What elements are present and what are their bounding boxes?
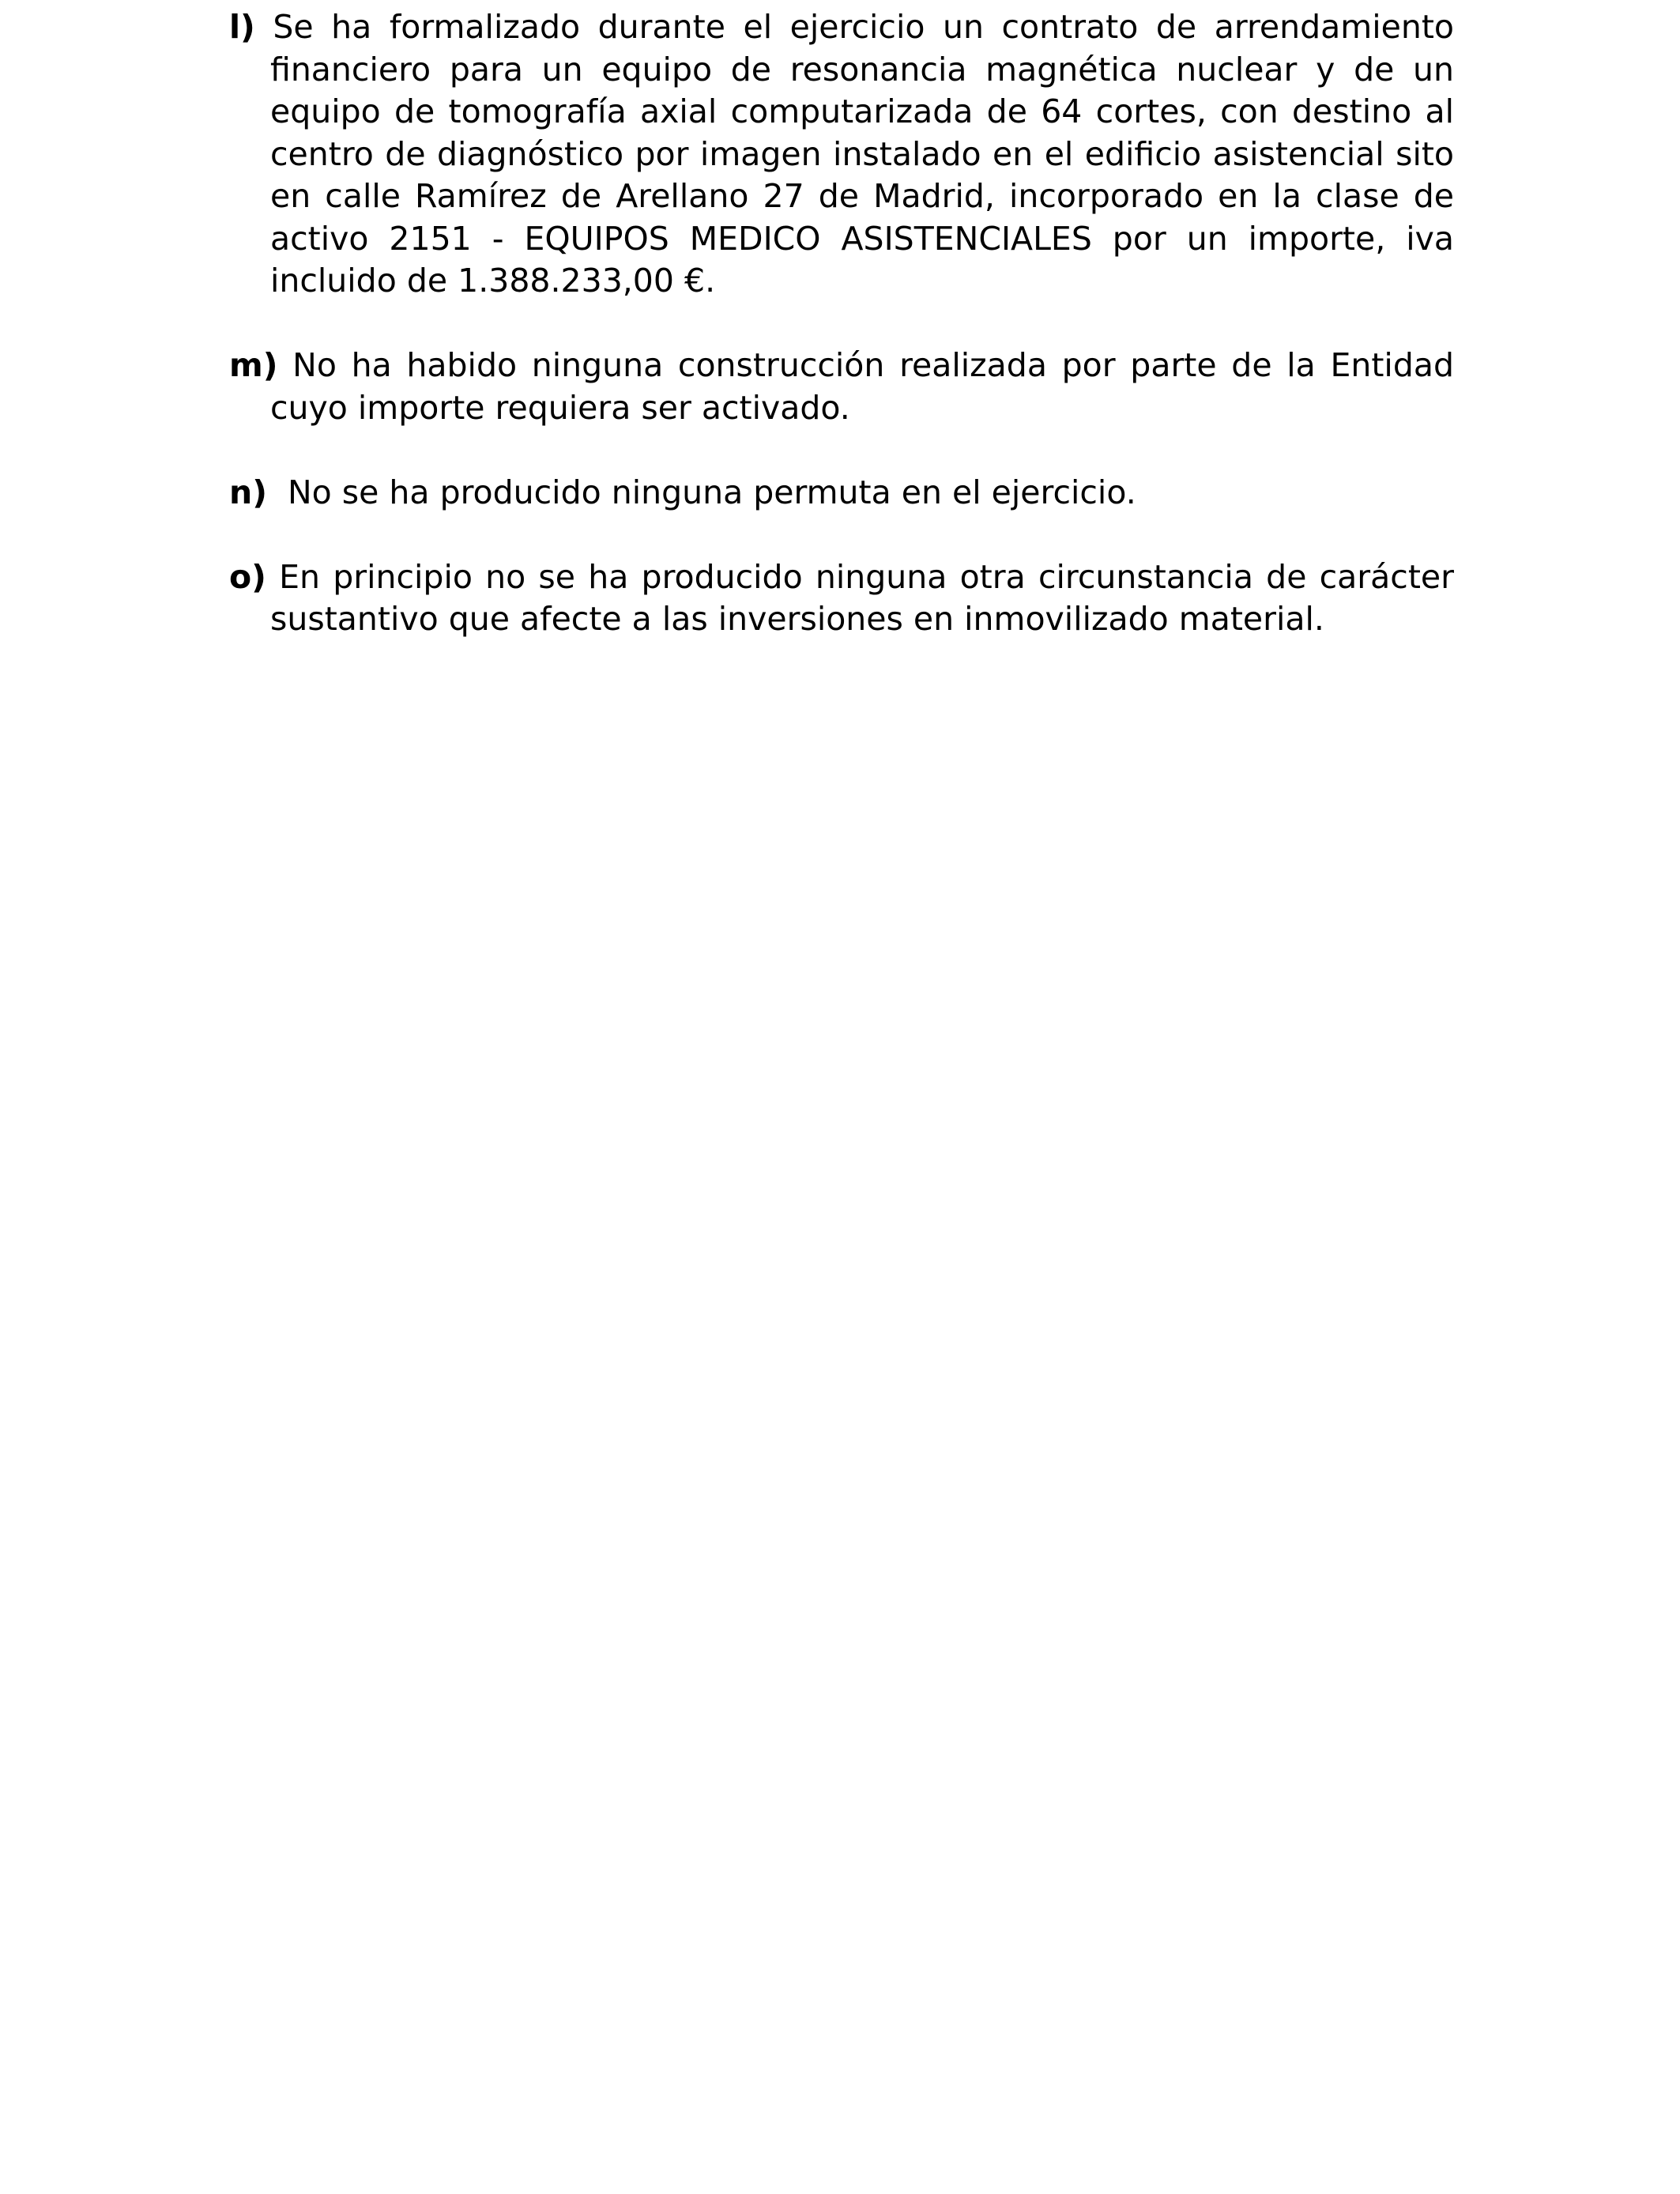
paragraph-m — [229, 345, 1454, 429]
paragraph-o — [229, 556, 1454, 641]
item-text: Se ha formalizado durante el ejercicio un contrato de arrendamiento financiero para un equipo de resonancia magnética nuclear y de un equipo de tomografía axial computarizada de 64 cortes, con destino al centro de diagnóstico por imagen instalado en el edificio asistencial sito en calle Ramírez de Arellano 27 de Madrid, incorporado en la clase de activo 2151 - EQUIPOS MEDICO ASISTENCIALES por un importe, iva incluido de 1.388.233,00 €. — [270, 8, 1454, 300]
item-marker: o) — [229, 557, 266, 596]
item-text: No ha habido ninguna construcción realizada por parte de la Entidad cuyo importe requiera ser activado. — [270, 346, 1454, 427]
item-text: En principio no se ha producido ninguna otra circunstancia de carácter sustantivo que afecte a las inversiones en inmovilizado material. — [270, 557, 1454, 638]
item-text: No se ha producido ninguna permuta en el ejercicio. — [288, 473, 1136, 511]
paragraph-l — [229, 6, 1454, 303]
paragraph-n — [229, 472, 1454, 515]
item-marker: l) — [229, 8, 255, 46]
item-marker: n) — [229, 473, 267, 511]
document-body — [229, 6, 1454, 683]
item-marker: m) — [229, 346, 278, 384]
